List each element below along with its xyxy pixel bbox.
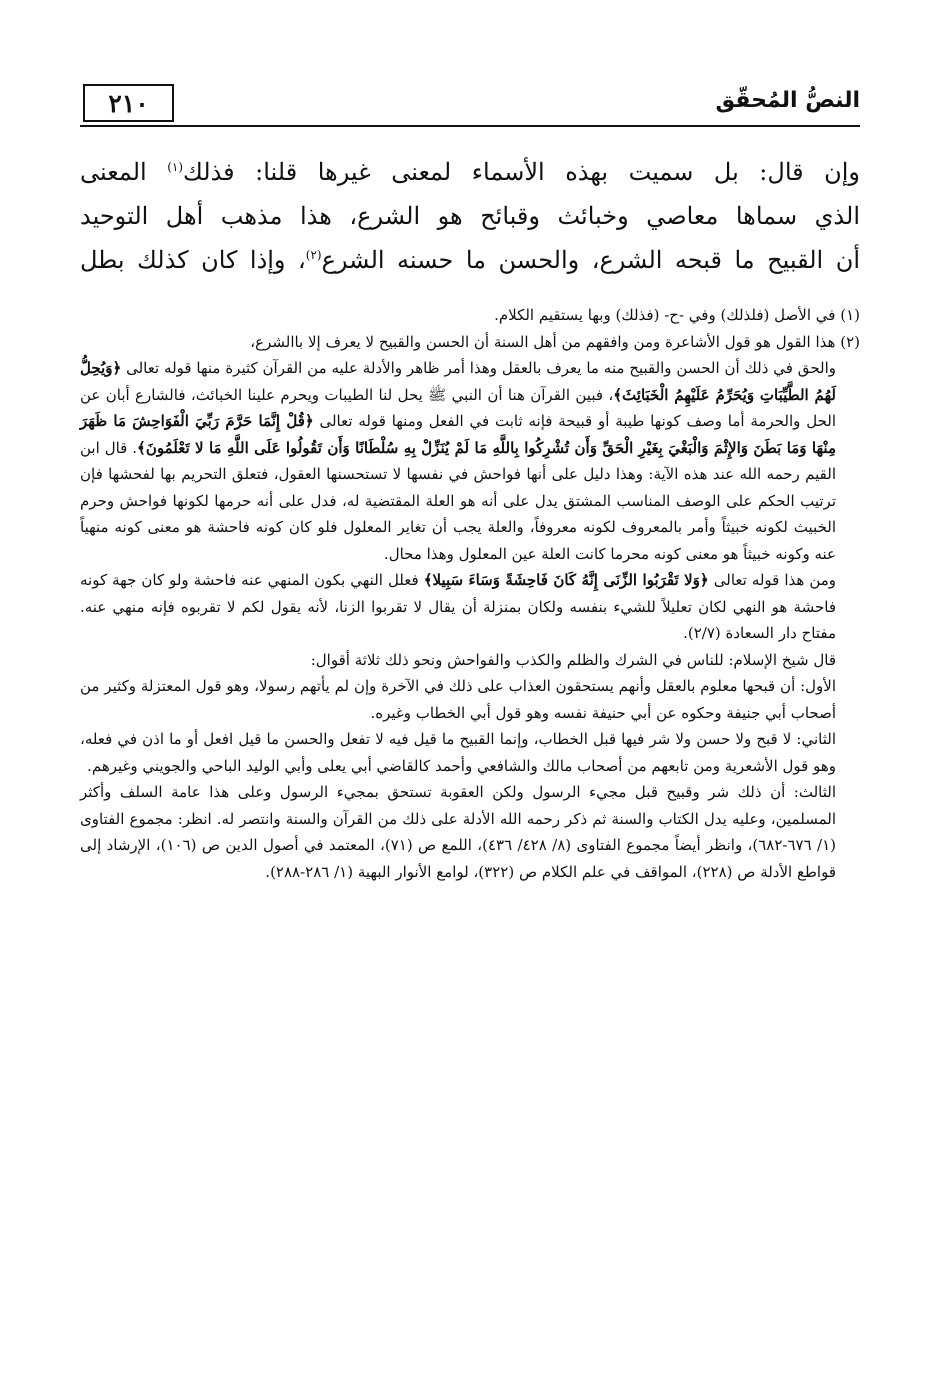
- main-line: وإن قال: بل سميت بهذه الأسماء لمعنى غيرها قلنا: فذلك$^{(١)}$ المعنى: [80, 158, 860, 186]
- main-text: [80, 150, 860, 282]
- footnote-paragraph: الأول: أن قبحها معلوم بالعقل وأنهم يستحقون العذاب على ذلك في الآخرة وإن لم يأتهم رسولا، وهو قول المعتزلة وكثير من أصحاب أبي جنيفة وحكوه عن أبي حنيفة نفسه وهو قول أبي الخطاب وغيره.: [80, 677, 836, 722]
- footnote-1: (١) في الأصل (فلذلك) وفي -ح- (فذلك) وبها يستقيم الكلام.: [494, 306, 860, 324]
- quran-verse: ﴿قُلْ إِنَّمَا حَرَّمَ رَبِّيَ الْفَوَاحِشَ مَا ظَهَرَ مِنْهَا وَمَا بَطَنَ وَالإِثْمَ وَالْبَغْيَ بِغَيْرِ الْحَقِّ وَأَن تُشْرِكُوا بِاللَّهِ مَا لَمْ يُنَزِّلْ بِهِ سُلْطَانًا وَأَن تَقُولُوا عَلَى اللَّهِ مَا لا تَعْلَمُونَ﴾: [80, 412, 836, 457]
- footnote-paragraph: ومن هذا قوله تعالى ﴿وَلا تَقْرَبُوا الزِّنَى إِنَّهُ كَانَ فَاحِشَةً وَسَاءَ سَبِيلا﴾ فعلل النهي بكون المنهي عنه فاحشة ولو كان جهة كونه فاحشة هو النهي لكان تعليلاً للشيء بنفسه ولكان بمنزلة أن يقال لا تقربوا الزنا، لأنه يقول لكم لا تقربوه فإنه منهي عنه. مفتاح دار السعادة (٢/٧).: [80, 571, 837, 642]
- main-line: الذي سماها معاصي وخبائث وقبائح هو الشرع، هذا مذهب أهل التوحيد: [80, 202, 860, 230]
- footnote-paragraph: والحق في ذلك أن الحسن والقبيح منه ما يعرف بالعقل وهذا أمر ظاهر والأدلة عليه من القرآن كثيرة منها قوله تعالى ﴿وَيُحِلُّ لَهُمُ الطَّيِّبَاتِ وَيُحَرِّمُ عَلَيْهِمُ الْخَبَائِثَ﴾، فبين القرآن هنا أن النبي ﷺ يحل لنا الطيبات ويحرم علينا الخبائث، فالشارع أبان عن الحل والحرمة أما وصف كونها طيبة أو قبيحة فإنه ثابت في الفعل ومنها قوله تعالى ﴿قُلْ إِنَّمَا حَرَّمَ رَبِّيَ الْفَوَاحِشَ مَا ظَهَرَ مِنْهَا وَمَا بَطَنَ وَالإِثْمَ وَالْبَغْيَ بِغَيْرِ الْحَقِّ وَأَن تُشْرِكُوا بِاللَّهِ مَا لَمْ يُنَزِّلْ بِهِ سُلْطَانًا وَأَن تَقُولُوا عَلَى اللَّهِ مَا لا تَعْلَمُونَ﴾. قال ابن القيم رحمه الله عند هذه الآية: وهذا دليل على أنها فواحش في نفسها لا تستحسنها العقول، فتعلق التحريم بها لفحشها فإن ترتيب الحكم على الوصف المناسب المشتق يدل على أنه هو العلة المقتضية له، فدل على أنه حرمها لكونها فواحش وحرم الخبيث لكونه خبيثاً وأمر بالمعروف لكونه معروفاً، والعلة يجب أن تغاير المعلول فلو كان كونه فاحشة هو معنى كونه منهياً عنه وكونه خبيثاً هو معنى كونه محرما كانت العلة عين المعلول وهذا محال.: [80, 359, 836, 563]
- page-header: [80, 82, 860, 132]
- footnotes: [80, 302, 860, 885]
- main-line: أن القبيح ما قبحه الشرع، والحسن ما حسنه الشرع$^{(٢)}$، وإذا كان كذلك بطل: [80, 246, 860, 274]
- footnote-paragraph: الثالث: أن ذلك شر وقبيح قبل مجيء الرسول ولكن العقوبة تستحق بمجيء الرسول وعلى هذا عامة السلف وأكثر المسلمين، وعليه يدل الكتاب والسنة ثم ذكر رحمه الله الأدلة على ذلك من القرآن والسنة وانتصر له. انظر: مجموع الفتاوى (١/ ٦٧٦-٦٨٢)، وانظر أيضاً مجموع الفتاوى (٨/ ٤٢٨/ ٤٣٦)، اللمع ص (٧١)، المعتمد في أصول الدين ص (١٠٦)، الإرشاد إلى قواطع الأدلة ص (٢٢٨)، المواقف في علم الكلام ص (٣٢٢)، لوامع الأنوار البهية (١/ ٢٨٦-٢٨٨).: [80, 783, 837, 881]
- running-title: النصُّ المُحقّق: [715, 88, 860, 113]
- header-divider: [80, 125, 860, 127]
- footnote-paragraph: الثاني: لا قبح ولا حسن ولا شر فيها قبل الخطاب، وإنما القبيح ما قيل فيه لا تفعل والحسن ما قيل افعل أو ما اذن في فعله، وهو قول الأشعرية ومن تابعهم من أصحاب مالك والشافعي وأحمد كالقاضي أبي يعلى وأبي الوليد الباحي والجويني وغيرهم.: [80, 730, 836, 775]
- footnote-2-heading: (٢) هذا القول هو قول الأشاعرة ومن وافقهم من أهل السنة أن الحسن والقبيح لا يعرف إلا باالشرع،: [250, 332, 860, 351]
- quran-verse: ﴿وَيُحِلُّ لَهُمُ الطَّيِّبَاتِ وَيُحَرِّمُ عَلَيْهِمُ الْخَبَائِثَ﴾: [80, 359, 836, 404]
- page-number: ٢١٠: [83, 84, 174, 122]
- quran-verse: ﴿وَلا تَقْرَبُوا الزِّنَى إِنَّهُ كَانَ فَاحِشَةً وَسَاءَ سَبِيلا﴾: [423, 571, 709, 589]
- footnote-ref-1: (١): [167, 160, 184, 174]
- footnote-paragraph: قال شيخ الإسلام: للناس في الشرك والظلم والكذب والفواحش ونحو ذلك ثلاثة أقوال:: [310, 650, 836, 669]
- footnote-2-body: [80, 355, 860, 885]
- footnote-ref-2: (٢): [305, 248, 322, 262]
